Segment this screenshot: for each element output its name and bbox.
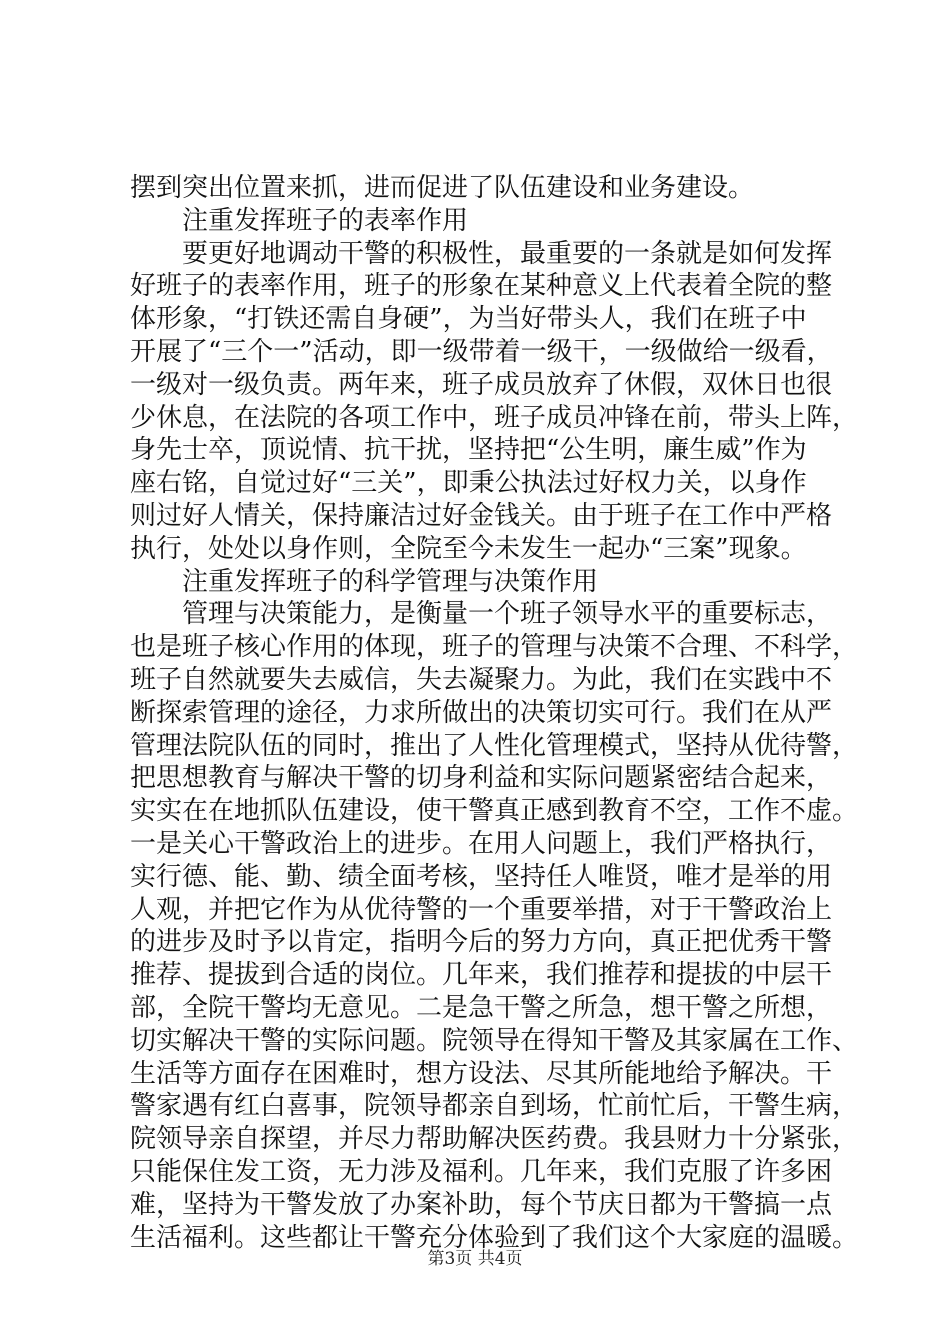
text-line: 要更好地调动干警的积极性，最重要的一条就是如何发挥 xyxy=(182,238,833,269)
text-line: 体形象，“打铁还需自身硬”，为当好带头人，我们在班子中 xyxy=(130,304,807,335)
text-line: 只能保住发工资，无力涉及福利。几年来，我们克服了许多困 xyxy=(130,1156,833,1187)
text-line: 身先士卒，顶说情、抗干扰，坚持把“公生明，廉生威”作为 xyxy=(130,435,807,466)
text-line: 摆到突出位置来抓，进而促进了队伍建设和业务建设。 xyxy=(130,173,755,203)
text-line: 把思想教育与解决干警的切身利益和实际问题紧密结合起来， xyxy=(130,763,833,794)
text-line: 则过好人情关，保持廉洁过好金钱关。由于班子在工作中严格 xyxy=(130,500,833,531)
page-footer: 第3页 共4页 xyxy=(427,1249,523,1269)
text-line: 执行，处处以身作则，全院至今未发生一起办“三案”现象。 xyxy=(130,533,807,564)
text-line: 班子自然就要失去威信，失去凝聚力。为此，我们在实践中不 xyxy=(130,664,833,695)
document-body xyxy=(130,172,859,1254)
text-line: 生活等方面存在困难时，想方设法、尽其所能地给予解决。干 xyxy=(130,1058,833,1089)
text-line: 人观，并把它作为从优待警的一个重要举措，对于干警政治上 xyxy=(130,894,833,925)
text-line: 管理与决策能力，是衡量一个班子领导水平的重要标志， xyxy=(182,599,833,630)
section-heading: 注重发挥班子的科学管理与决策作用 xyxy=(182,566,599,597)
text-line: 推荐、提拔到合适的岗位。几年来，我们推荐和提拔的中层干 xyxy=(130,960,833,991)
section-heading: 注重发挥班子的表率作用 xyxy=(182,205,469,236)
text-line: 切实解决干警的实际问题。院领导在得知干警及其家属在工作、 xyxy=(130,1025,859,1056)
text-line: 断探索管理的途径，力求所做出的决策切实可行。我们在从严 xyxy=(130,697,833,728)
text-line: 实行德、能、勤、绩全面考核，坚持任人唯贤，唯才是举的用 xyxy=(130,861,833,892)
text-line: 院领导亲自探望，并尽力帮助解决医药费。我县财力十分紧张， xyxy=(130,1124,859,1155)
text-line: 好班子的表率作用，班子的形象在某种意义上代表着全院的整 xyxy=(130,271,833,302)
text-line: 部，全院干警均无意见。二是急干警之所急，想干警之所想， xyxy=(130,992,833,1023)
text-line: 生活福利。这些都让干警充分体验到了我们这个大家庭的温暖。 xyxy=(130,1222,859,1253)
text-line: 也是班子核心作用的体现，班子的管理与决策不合理、不科学， xyxy=(130,632,859,663)
text-line: 实实在在地抓队伍建设，使干警真正感到教育不空，工作不虚。 xyxy=(130,796,859,827)
text-line: 的进步及时予以肯定，指明今后的努力方向，真正把优秀干警 xyxy=(130,927,833,958)
text-line: 管理法院队伍的同时，推出了人性化管理模式，坚持从优待警， xyxy=(130,730,859,761)
text-line: 一是关心干警政治上的进步。在用人问题上，我们严格执行， xyxy=(130,828,833,859)
text-line: 座右铭，自觉过好“三关”，即秉公执法过好权力关，以身作 xyxy=(130,468,807,499)
text-line: 一级对一级负责。两年来，班子成员放弃了休假，双休日也很 xyxy=(130,369,833,400)
text-line: 开展了“三个一”活动，即一级带着一级干，一级做给一级看， xyxy=(130,336,833,367)
text-line: 难，坚持为干警发放了办案补助，每个节庆日都为干警搞一点 xyxy=(130,1189,833,1220)
text-line: 少休息，在法院的各项工作中，班子成员冲锋在前，带头上阵， xyxy=(130,402,859,433)
text-line: 警家遇有红白喜事，院领导都亲自到场，忙前忙后，干警生病， xyxy=(130,1091,859,1122)
